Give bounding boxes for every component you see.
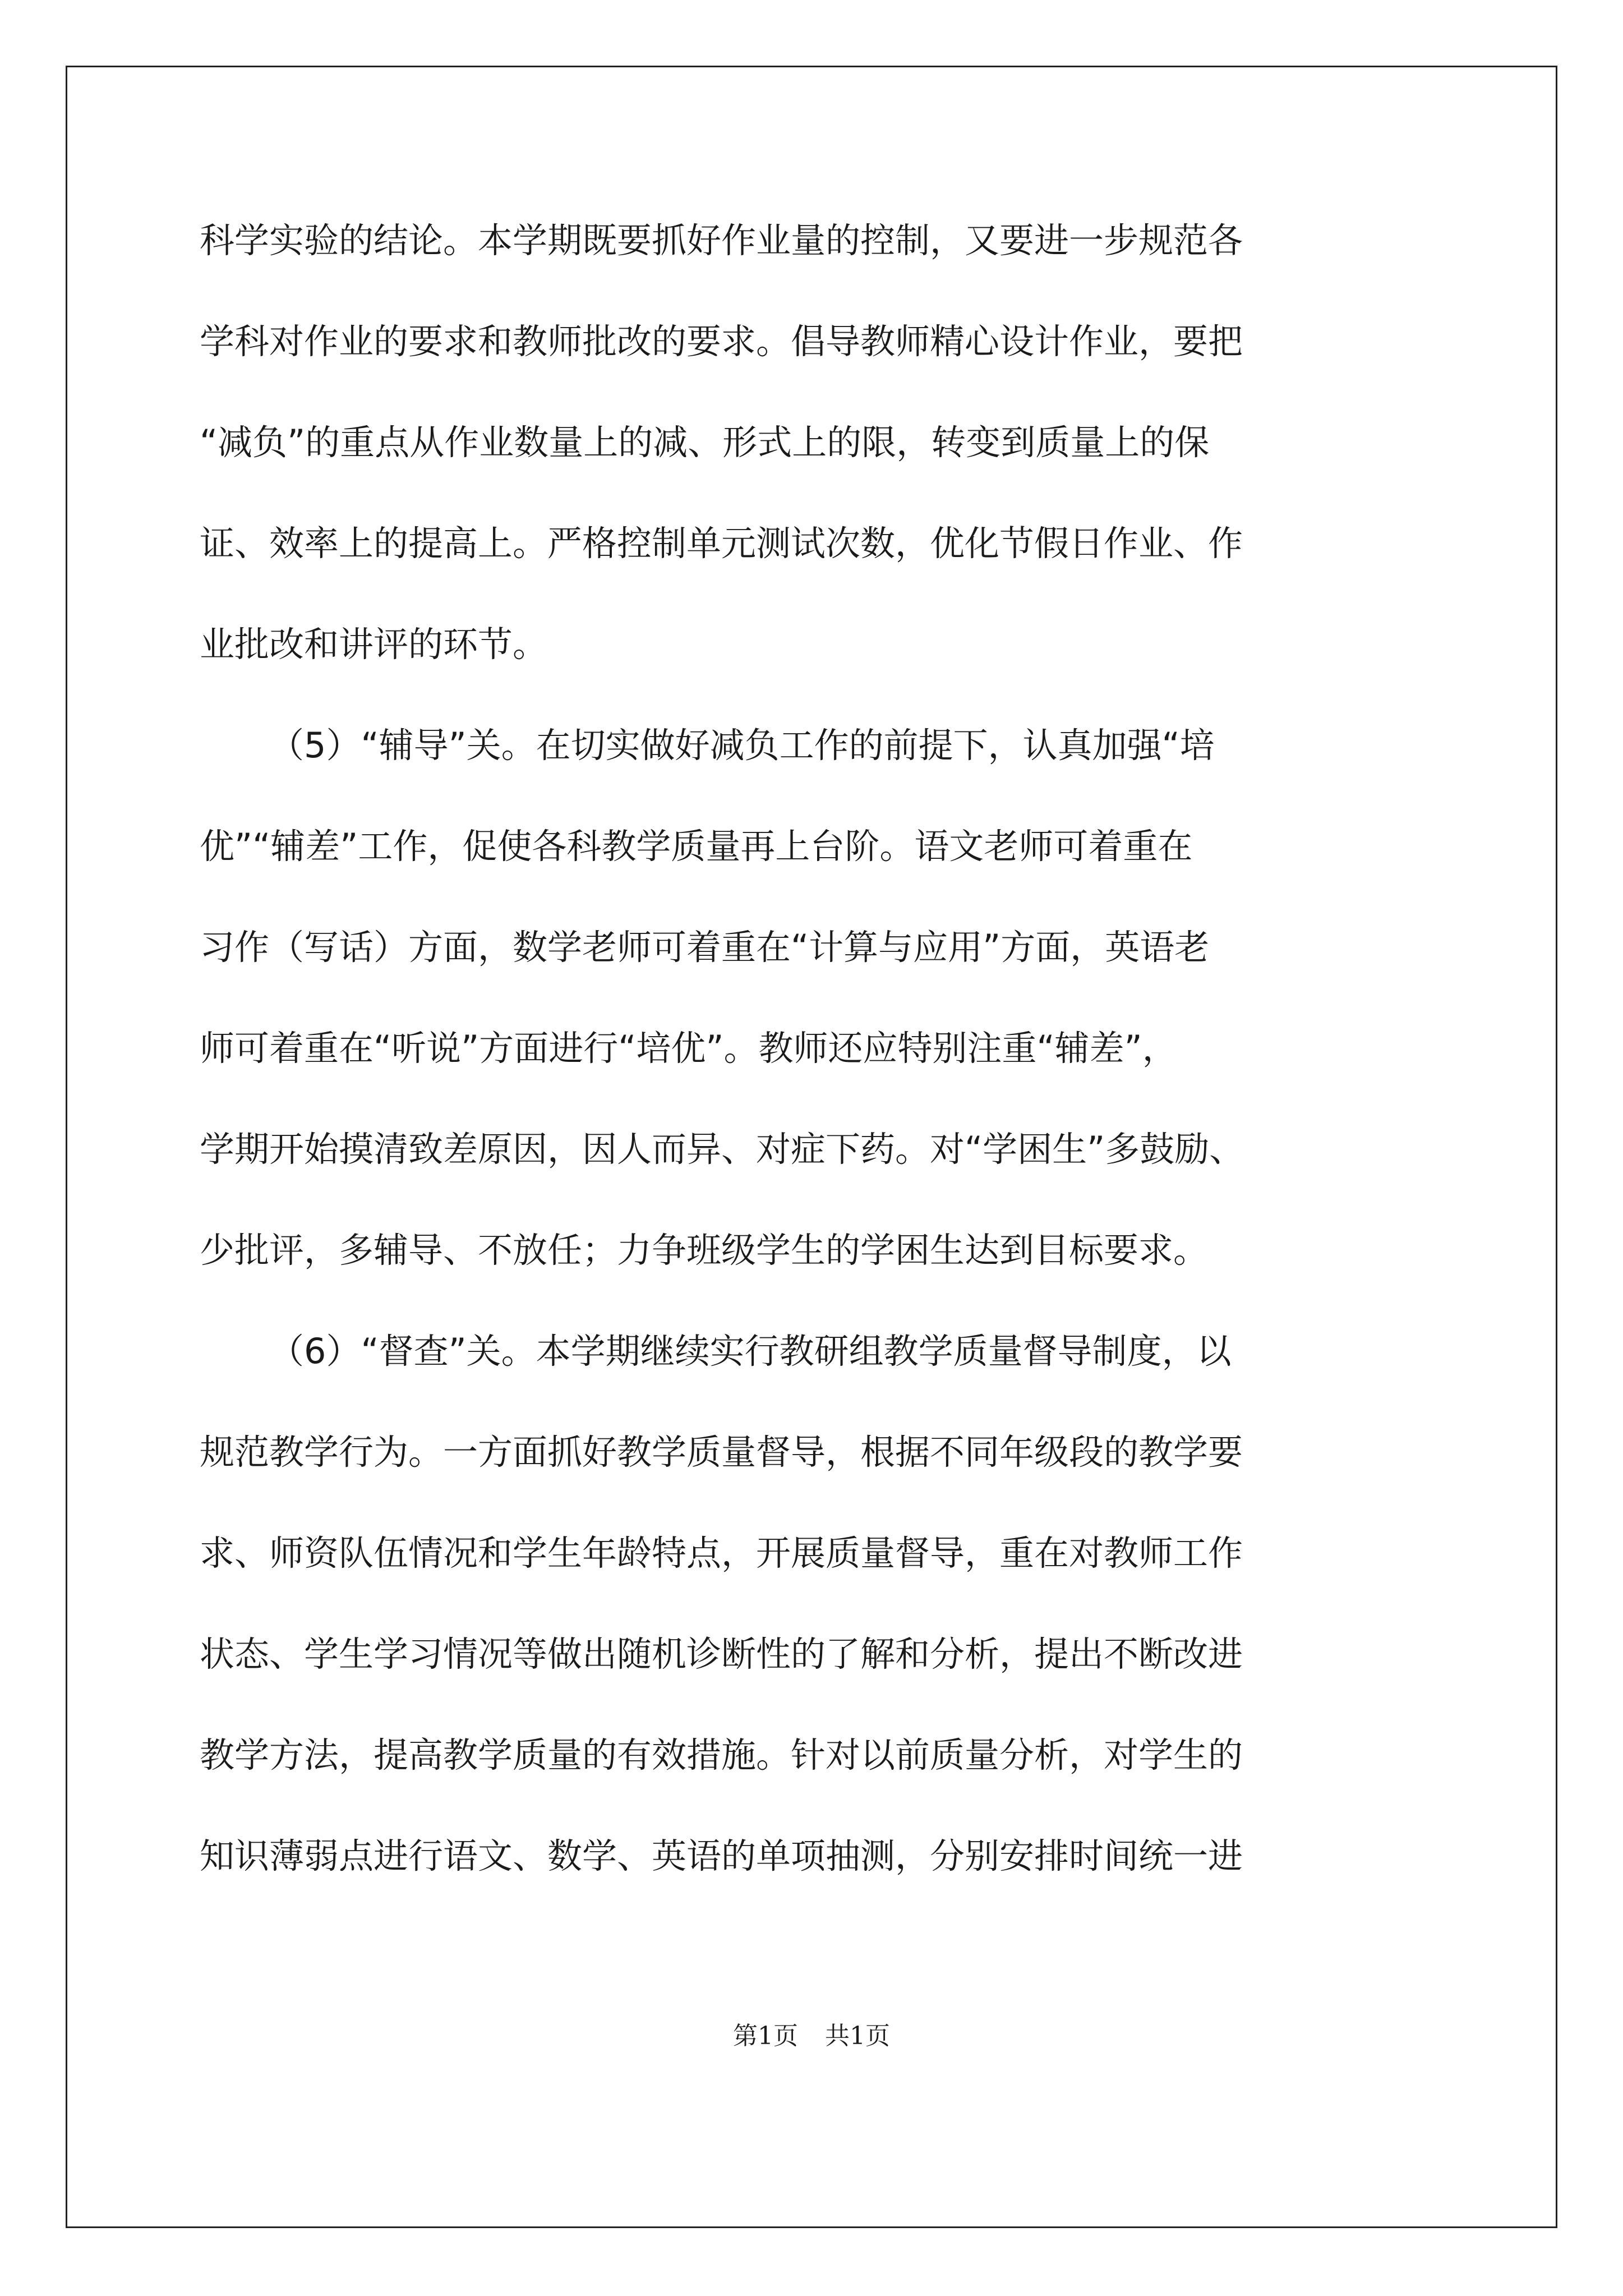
text-line: 学科对作业的要求和教师批改的要求。倡导教师精心设计作业，要把 xyxy=(200,321,1243,362)
paragraph-start-line: （5）“辅导”关。在切实做好减负工作的前提下，认真加强“培 xyxy=(269,725,1215,766)
text-line: 教学方法，提高教学质量的有效措施。针对以前质量分析，对学生的 xyxy=(200,1734,1243,1775)
text-line: 求、师资队伍情况和学生年龄特点，开展质量督导，重在对教师工作 xyxy=(200,1533,1243,1573)
text-line: “减负”的重点从作业数量上的减、形式上的限，转变到质量上的保 xyxy=(200,422,1210,463)
text-line: 业批改和讲评的环节。 xyxy=(200,624,548,665)
text-line: 学期开始摸清致差原因，因人而异、对症下药。对“学困生”多鼓励、 xyxy=(200,1129,1244,1170)
paragraph-start-line: （6）“督查”关。本学期继续实行教研组教学质量督导制度，以 xyxy=(269,1331,1232,1372)
text-line: 科学实验的结论。本学期既要抓好作业量的控制，又要进一步规范各 xyxy=(200,220,1243,261)
text-line: 师可着重在“听说”方面进行“培优”。教师还应特别注重“辅差”， xyxy=(200,1028,1177,1069)
text-line: 规范教学行为。一方面抓好教学质量督导，根据不同年级段的教学要 xyxy=(200,1432,1243,1473)
text-line: 知识薄弱点进行语文、数学、英语的单项抽测，分别安排时间统一进 xyxy=(200,1835,1243,1876)
text-line: 证、效率上的提高上。严格控制单元测试次数，优化节假日作业、作 xyxy=(200,523,1243,564)
text-line: 习作（写话）方面，数学老师可着重在“计算与应用”方面，英语老 xyxy=(200,927,1210,968)
page-number: 第1页 xyxy=(733,2022,798,2050)
page-footer xyxy=(0,2019,1623,2053)
page-total: 共1页 xyxy=(825,2022,890,2050)
text-line: 状态、学生学习情况等做出随机诊断性的了解和分析，提出不断改进 xyxy=(200,1634,1243,1674)
document-body xyxy=(200,213,1433,1930)
text-line: 少批评，多辅导、不放任；力争班级学生的学困生达到目标要求。 xyxy=(200,1230,1209,1271)
text-line: 优”“辅差”工作，促使各科教学质量再上台阶。语文老师可着重在 xyxy=(200,826,1193,867)
